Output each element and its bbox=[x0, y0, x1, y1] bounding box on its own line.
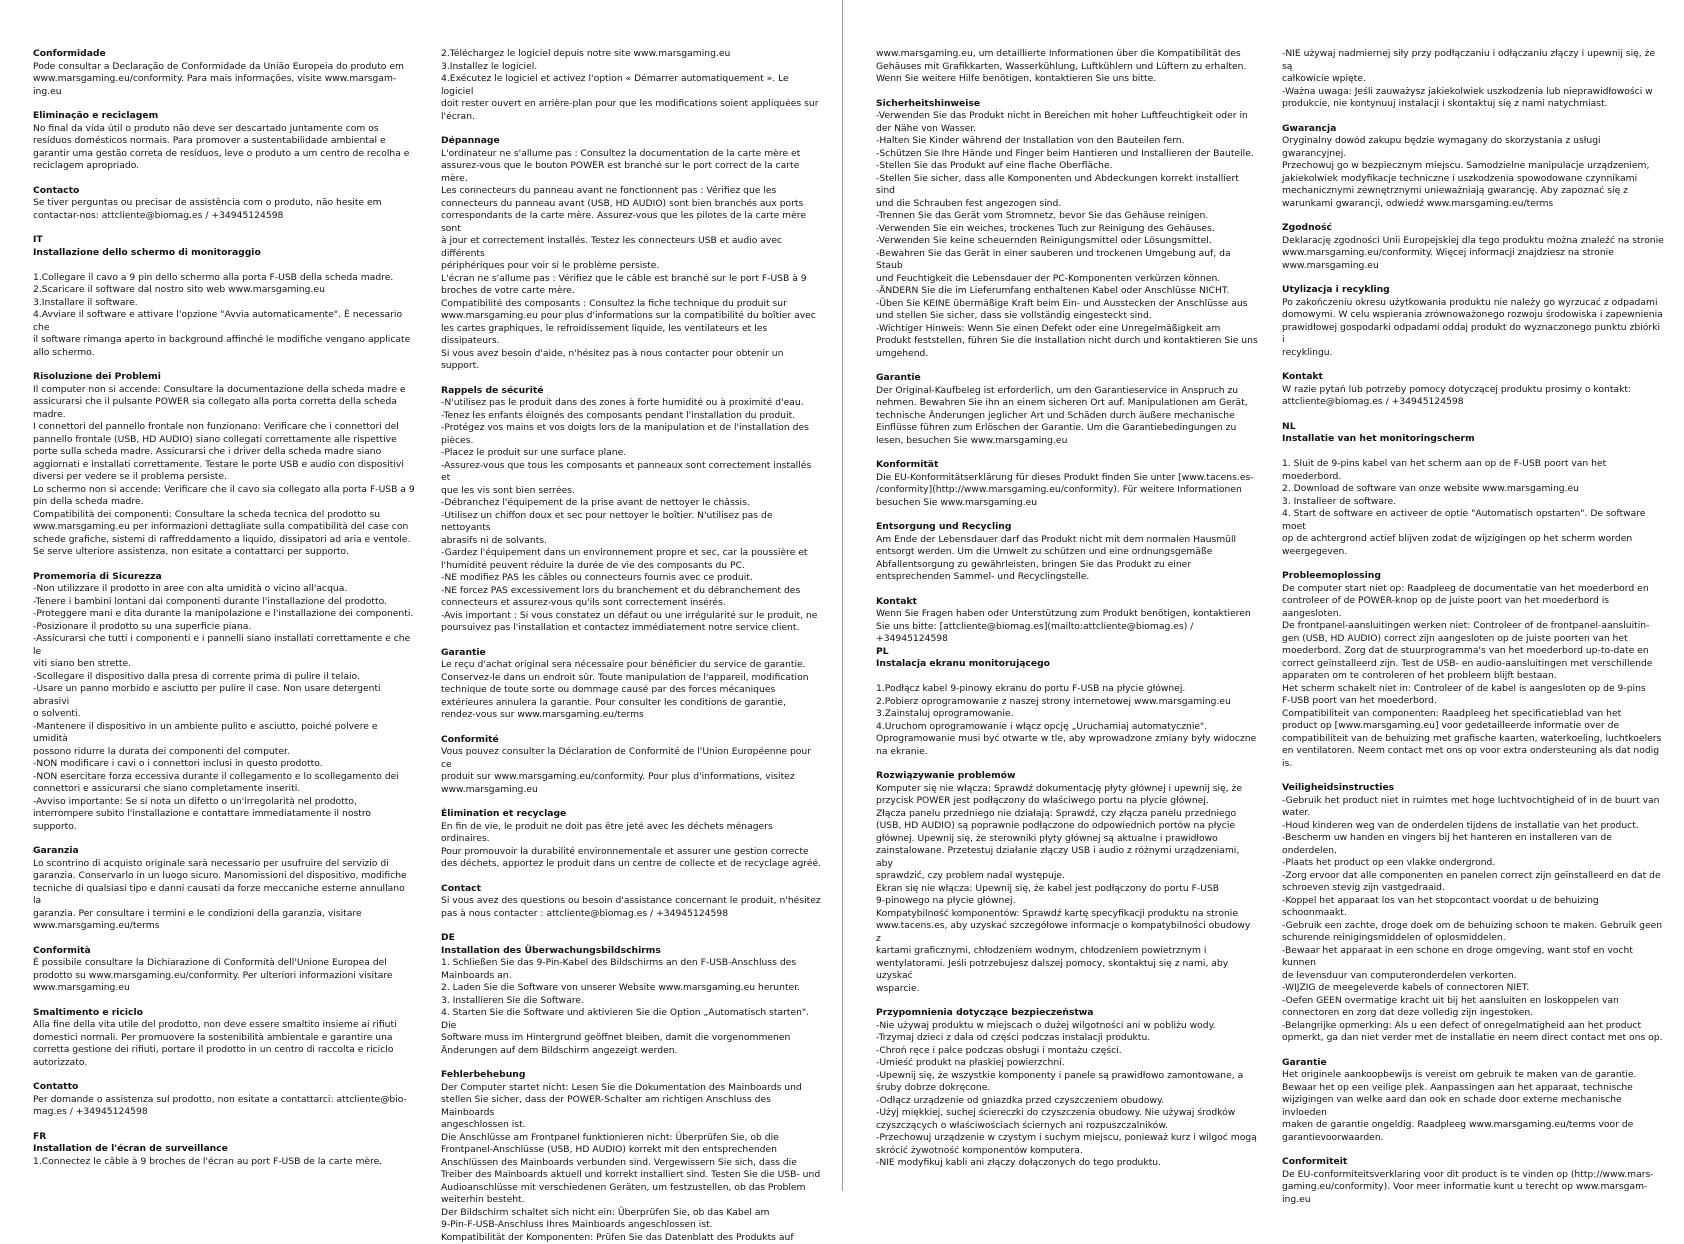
section-heading: Kontakt bbox=[1282, 371, 1664, 384]
section bbox=[1282, 48, 1664, 111]
section-heading: Zgodność bbox=[1282, 222, 1664, 235]
section-spacer bbox=[876, 360, 1258, 372]
section-heading: Promemoria di Sicurezza bbox=[33, 571, 415, 584]
right-page bbox=[842, 0, 1684, 1191]
section-spacer bbox=[441, 373, 823, 385]
section-heading: Risoluzione dei Problemi bbox=[33, 371, 415, 384]
section bbox=[1282, 1057, 1664, 1145]
section-spacer bbox=[876, 584, 1258, 596]
section-body: 1. Sluit de 9-pins kabel van het scherm aan op de F-USB poort van het moederbord. 2. Download de software van onze website www.marsgaming.eu 3. Installeer de software. 4. Start de software en activeer de optie "Automatisch opstarten". De software moet op de achtergrond actief blijven zodat de wijzigingen op het scherm worden weergegeven. bbox=[1282, 446, 1664, 559]
section-spacer bbox=[33, 833, 415, 845]
section bbox=[33, 1081, 415, 1119]
section-spacer bbox=[441, 1057, 823, 1069]
section-body: -Non utilizzare il prodotto in aree con alta umidità o vicino all'acqua. -Tenere i bambini lontani dai componenti durante l'installazione del prodotto. -Proteggere mani e dita durante la manipolazione e l'installazione dei componenti. -Posizionare il prodotto su una superficie piana. -Assicurarsi che tutti i componenti e i pannelli siano installati correttamente e che le viti siano ben strette. -Scollegare il dispositivo dalla presa di corrente prima di pulire il telaio. -Usare un panno morbido e asciutto per pulire il case. Non usare detergenti abrasivi o solventi. -Mantenere il dispositivo in un ambiente pulito e asciutto, poiché polvere e umidità possono ridurre la durata dei componenti del computer. -NON modificare i cavi o i connettori inclusi in questo prodotto. -NON esercitare forza eccessiva durante il collegamento e lo scollegamento dei connettori e assicurarsi che siano completamente inseriti. -Avviso importante: Se si nota un difetto o un'irregolarità nel prodotto, interrompere subito l'installazione e contattare immediatamente il nostro supporto. bbox=[33, 583, 415, 833]
section bbox=[1282, 284, 1664, 359]
section-spacer bbox=[441, 635, 823, 647]
section-spacer bbox=[876, 509, 1258, 521]
section-heading: Smaltimento e riciclo bbox=[33, 1007, 415, 1020]
section bbox=[876, 372, 1258, 447]
section-body: Het originele aankoopbewijs is vereist om gebruik te maken van de garantie. Bewaar het op een veilige plek. Aanpassingen aan het apparaat, technische wijzigingen van welke aard dan ook en schade door externe mechanische invloeden maken de garantie ongeldig. Raadpleeg www.marsgaming.eu/terms voor de garantievoorwaarden. bbox=[1282, 1069, 1664, 1144]
section-body: Il computer non si accende: Consultare la documentazione della scheda madre e assicurarsi che il pulsante POWER sia collegato alla porta corretta della scheda madre. I connettori del pannello frontale non funzionano: Verificare che i connettori del pannello frontale (USB, HD AUDIO) siano collegati correttamente alle rispettive porte sulla scheda madre. Assicurarsi che i driver della scheda madre siano aggiornati e installati correttamente. Testare le porte USB e audio con dispositivi diversi per vedere se il problema persiste. Lo schermo non si accende: Verificare che il cavo sia collegato alla porta F-USB a 9 pin della scheda madre. Compatibilità dei componenti: Consultare la scheda tecnica del prodotto su www.marsgaming.eu per informazioni dettagliate sulla compatibilità del case con schede grafiche, sistemi di raffreddamento a liquido, dissipatori ad aria e ventole. Se serve ulteriore assistenza, non esitate a contattarci per supporto. bbox=[33, 384, 415, 559]
section-spacer bbox=[441, 871, 823, 883]
section bbox=[876, 646, 1258, 759]
section-heading: Contatto bbox=[33, 1081, 415, 1094]
section-heading: Garantie bbox=[876, 372, 1258, 385]
section-spacer bbox=[33, 98, 415, 110]
section-spacer bbox=[876, 995, 1258, 1007]
section bbox=[1282, 123, 1664, 211]
section-heading: Przypomnienia dotyczące bezpieczeństwa bbox=[876, 1007, 1258, 1020]
section-body: Der Computer startet nicht: Lesen Sie die Dokumentation des Mainboards und stellen Sie sicher, dass der POWER-Schalter am richtigen Anschluss des Mainboards angeschlossen ist. Die Anschlüsse am Frontpanel funktionieren nicht: Überprüfen Sie, ob die Frontpanel-Anschlüsse (USB, HD AUDIO) korrekt mit den entsprechenden Anschlüssen des Mainboards verbunden sind. Vergewissern Sie sich, dass die Treiber des Mainboards aktuell und korrekt installiert sind. Testen Sie die USB- und Audioanschlüsse mit verschiedenen Geräten, um festzustellen, ob das Problem weiterhin besteht. Der Bildschirm schaltet sich nicht ein: Überprüfen Sie, ob das Kabel am 9-Pin-F-USB-Anschluss Ihres Mainboards angeschlossen ist. Kompatibilität der Komponenten: Prüfen Sie das Datenblatt des Produkts auf bbox=[441, 1082, 823, 1244]
section bbox=[33, 48, 415, 98]
section-heading: Installatie van het monitoringscherm bbox=[1282, 433, 1664, 446]
section-body: 1.Podłącz kabel 9-pinowy ekranu do portu F-USB na płycie głównej. 2.Pobierz oprogramowanie z naszej strony internetowej www.marsgaming.eu 3.Zainstaluj oprogramowanie. 4.Uruchom oprogramowanie i włącz opcję „Uruchamiaj automatycznie". Oprogramowanie musi być otwarte w tle, aby wprowadzone zmiany były widoczne na ekranie. bbox=[876, 671, 1258, 759]
section bbox=[33, 110, 415, 173]
section-body: Per domande o assistenza sul prodotto, non esitate a contattarci: attcliente@bio- mag.es / +34945124598 bbox=[33, 1094, 415, 1119]
section-heading: Contacto bbox=[33, 185, 415, 198]
section-heading: Kontakt bbox=[876, 596, 1258, 609]
section-body: -Gebruik het product niet in ruimtes met hoge luchtvochtigheid of in de buurt van water. -Houd kinderen weg van de onderdelen tijdens de installatie van het product. -Bescherm uw handen en vingers bij het hanteren en installeren van de onderdelen. -Plaats het product op een vlakke ondergrond. -Zorg ervoor dat alle componenten en panelen correct zijn geïnstalleerd en dat de schroeven stevig zijn vastgedraaid. -Koppel het apparaat los van het stopcontact voordat u de behuizing schoonmaakt. -Gebruik een zachte, droge doek om de behuizing schoon te maken. Gebruik geen schurende reinigingsmiddelen of oplosmiddelen. -Bewaar het apparaat in een schone en droge omgeving, want stof en vocht kunnen de levensduur van computeronderdelen verkorten. -WIJZIG de meegeleverde kabels of connectoren NIET. -Oefen GEEN overmatige kracht uit bij het aansluiten en loskoppelen van connectoren en zorg dat deze volledig zijn ingestoken. -Belangrijke opmerking: Als u een defect of onregelmatigheid aan het product opmerkt, ga dan niet verder met de installatie en neem direct contact met ons op. bbox=[1282, 795, 1664, 1045]
section bbox=[876, 521, 1258, 584]
section bbox=[33, 1131, 415, 1169]
section-spacer bbox=[441, 920, 823, 932]
section-body: Se tiver perguntas ou precisar de assistência com o produto, não hesite em contactar-nos: attcliente@biomag.es / +34945124598 bbox=[33, 197, 415, 222]
section-body: Le reçu d'achat original sera nécessaire pour bénéficier du service de garantie. Conservez-le dans un endroit sûr. Toute manipulation de l'appareil, modification technique de toute sorte ou dommage causé par des forces mécaniques extérieures annulera la garantie. Pour consulter les conditions de garantie, rendez-vous sur www.marsgaming.eu/terms bbox=[441, 659, 823, 722]
section-body: De computer start niet op: Raadpleeg de documentatie van het moederbord en controleer of de POWER-knop op de juiste poort van het moederbord is aangesloten. De frontpanel-aansluitingen werken niet: Controleer of de frontpanel-aansluitin- gen (USB, HD AUDIO) correct zijn aangesloten op de juiste poorten van het moederbord. Zorg dat de stuurprogramma's van het moederbord up-to-date en correct geïnstalleerd zijn. Test de USB- en audio-aansluitingen met verschillende apparaten om te controleren of het probleem blijft bestaan. Het scherm schakelt niet in: Controleer of de kabel is aangesloten op de 9-pins F-USB poort van het moederbord. Compatibiliteit van componenten: Raadpleeg het specificatieblad van het product op [www.marsgaming.eu] voor gedetailleerde informatie over de compatibiliteit van de behuizing met grafische kaarten, waterkoeling, luchtkoelers en ventilatoren. Neem contact met ons op voor extra ondersteuning als dat nodig is. bbox=[1282, 583, 1664, 771]
section-spacer bbox=[1282, 558, 1664, 570]
section-body: L'ordinateur ne s'allume pas : Consultez la documentation de la carte mère et assurez-vous que le bouton POWER est branché sur le port correct de la carte mère. Les connecteurs du panneau avant ne fonctionnent pas : Vérifiez que les connecteurs du panneau avant (USB, HD AUDIO) sont bien branchés aux ports correspondants de la carte mère. Assurez-vous que les pilotes de la carte mère sont à jour et correctement installés. Testez les connecteurs USB et audio avec différents périphériques pour voir si le problème persiste. L'écran ne s'allume pas : Vérifiez que le câble est branché sur le port F-USB à 9 broches de votre carte mère. Compatibilité des composants : Consultez la fiche technique du produit sur www.marsgaming.eu pour plus d'informations sur la compatibilité du boîtier avec les cartes graphiques, le refroidissement liquide, les ventilateurs et les dissipateurs. Si vous avez besoin d'aide, n'hésitez pas à nous contacter pour obtenir un support. bbox=[441, 148, 823, 373]
section-body: W razie pytań lub potrzeby pomocy dotyczącej produktu prosimy o kontakt: attcliente@biomag.es / +34945124598 bbox=[1282, 384, 1664, 409]
section bbox=[441, 48, 823, 123]
section-heading: Conformidade bbox=[33, 48, 415, 61]
section bbox=[876, 98, 1258, 361]
section bbox=[1282, 371, 1664, 409]
column-3 bbox=[876, 48, 1258, 1170]
section-body: No final da vida útil o produto não deve ser descartado juntamente com os resíduos domésticos normais. Para promover a sustentabilidade ambiental e garantir uma gestão correta de resíduos, leve o produto a um centro de recolha e reciclagem apropriado. bbox=[33, 123, 415, 173]
section-body: Lo scontrino di acquisto originale sarà necessario per usufruire del servizio di garanzia. Conservarlo in un luogo sicuro. Manomissioni del dispositivo, modifiche tecniche di qualsiasi tipo e danni causati da forze meccaniche esterne annullano la garanzia. Per consultare i termini e le condizioni della garanzia, visitare www.marsgaming.eu/terms bbox=[33, 858, 415, 933]
section-spacer bbox=[1282, 1144, 1664, 1156]
section-spacer bbox=[1282, 210, 1664, 222]
section bbox=[33, 185, 415, 223]
section-heading: Eliminação e reciclagem bbox=[33, 110, 415, 123]
section-body: 1.Collegare il cavo a 9 pin dello schermo alla porta F-USB della scheda madre. 2.Scaricare il software dal nostro sito web www.marsgaming.eu 3.Installare il software. 4.Avviare il software e attivare l'opzione "Avvia automaticamente". È necessario che il software rimanga aperto in background affinché le modifiche vengano applicate allo schermo. bbox=[33, 259, 415, 359]
section-body: Deklarację zgodności Unii Europejskiej dla tego produktu można znaleźć na stronie www.marsgaming.eu/conformity. Więcej informacji znajdziesz na stronie www.marsgaming.eu bbox=[1282, 235, 1664, 273]
section-body: Der Original-Kaufbeleg ist erforderlich, um den Garantieservice in Anspruch zu nehmen. Bewahren Sie ihn an einem sicheren Ort auf. Manipulationen am Gerät, technische Änderungen jeglicher Art und Schäden durch äußere mechanische Einflüsse führen zum Erlöschen der Garantie. Um die Garantiebedingungen zu lesen, besuchen Sie www.marsgaming.eu bbox=[876, 385, 1258, 448]
section-heading: Élimination et recyclage bbox=[441, 808, 823, 821]
section bbox=[33, 571, 415, 834]
section bbox=[33, 371, 415, 559]
section bbox=[876, 48, 1258, 86]
section-spacer bbox=[1282, 272, 1664, 284]
section-spacer bbox=[876, 86, 1258, 98]
section bbox=[33, 845, 415, 933]
section-body: Die EU-Konformitätserklärung für dieses Produkt finden Sie unter [www.tacens.es- /conformity](http://www.marsgaming.eu/conformity). Für weitere Informationen besuchen Sie www.marsgaming.eu bbox=[876, 472, 1258, 510]
section bbox=[33, 1007, 415, 1070]
section bbox=[33, 234, 415, 359]
section-body: 1.Connectez le câble à 9 broches de l'écran au port F-USB de la carte mère. bbox=[33, 1156, 415, 1169]
section-heading: Sicherheitshinweise bbox=[876, 98, 1258, 111]
section bbox=[1282, 1156, 1664, 1206]
section-body: 2.Téléchargez le logiciel depuis notre site www.marsgaming.eu 3.Installez le logiciel. 4.Exécutez le logiciel et activez l'option « Démarrer automatiquement ». Le logiciel doit rester ouvert en arrière-plan pour que les modifications soient appliquées sur l'écran. bbox=[441, 48, 823, 123]
section-spacer bbox=[441, 123, 823, 135]
section-heading: Garanzia bbox=[33, 845, 415, 858]
section-spacer bbox=[876, 447, 1258, 459]
section-heading: Instalacja ekranu monitorującego bbox=[876, 658, 1258, 671]
column-1 bbox=[33, 48, 415, 1168]
section-body: Alla fine della vita utile del prodotto, non deve essere smaltito insieme ai rifiuti domestici normali. Per promuovere la sostenibilità ambientale e garantire una corretta gestione dei rifiuti, portare il prodotto in un centro di raccolta e riciclo autorizzato. bbox=[33, 1019, 415, 1069]
column-4 bbox=[1282, 48, 1664, 1206]
section bbox=[33, 945, 415, 995]
section-spacer bbox=[876, 758, 1258, 770]
column-2 bbox=[441, 48, 823, 1244]
section-body: -N'utilisez pas le produit dans des zones à forte humidité ou à proximité d'eau. -Tenez les enfants éloignés des composants pendant l'installation du produit. -Protégez vos mains et vos doigts lors de la manipulation et de l'installation des pièces. -Placez le produit sur une surface plane. -Assurez-vous que tous les composants et panneaux sont correctement installés et que les vis sont bien serrées. -Débranchez l'équipement de la prise avant de nettoyer le châssis. -Utilisez un chiffon doux et sec pour nettoyer le boîtier. N'utilisez pas de nettoyants abrasifs ni de solvants. -Gardez l'équipement dans un environnement propre et sec, car la poussière et l'humidité peuvent réduire la durée de vie des composants du PC. -NE modifiez PAS les câbles ou connecteurs fournis avec ce produit. -NE forcez PAS excessivement lors du branchement et du débranchement des connecteurs et assurez-vous qu'ils sont correctement insérés. -Avis important : Si vous constatez un défaut ou une irrégularité sur le produit, ne poursuivez pas l'installation et contactez immédiatement notre service client. bbox=[441, 397, 823, 635]
section-body: www.marsgaming.eu, um detaillierte Informationen über die Kompatibilität des Gehäuses mit Grafikkarten, Wasserkühlung, Luftkühlern und Lüftern zu erhalten. Wenn Sie weitere Hilfe benötigen, kontaktieren Sie uns bitte. bbox=[876, 48, 1258, 86]
section-spacer bbox=[33, 1119, 415, 1131]
section bbox=[441, 808, 823, 871]
section-body: Komputer się nie włącza: Sprawdź dokumentację płyty głównej i upewnij się, że przycisk POWER jest podłączony do właściwego portu na płycie głównej. Złącza panelu przedniego nie działają: Sprawdź, czy złącza panelu przedniego (USB, HD AUDIO) są poprawnie podłączone do odpowiednich portów na płycie głównej. Upewnij się, że sterowniki płyty głównej są aktualne i prawidłowo zainstalowane. Przetestuj działanie złączy USB i audio z różnymi urządzeniami, aby sprawdzić, czy problem nadal występuje. Ekran się nie włącza: Upewnij się, że kabel jest podłączony do portu F-USB 9-pinowego na płycie głównej. Kompatybilność komponentów: Sprawdź kartę specyfikacji produktu na stronie www.tacens.es, aby uzyskać szczegółowe informacje o kompatybilności obudowy z kartami graficznymi, chłodzeniem wodnym, chłodzeniem powietrznym i wentylatorami. Jeśli potrzebujesz dalszej pomocy, skontaktuj się z nami, aby uzyskać wsparcie. bbox=[876, 783, 1258, 996]
section bbox=[441, 883, 823, 921]
section-spacer bbox=[441, 722, 823, 734]
section-body: Si vous avez des questions ou besoin d'assistance concernant le produit, n'hésitez pas à nous contacter : attcliente@biomag.es / +34945124598 bbox=[441, 895, 823, 920]
section-heading: Dépannage bbox=[441, 135, 823, 148]
section-heading: Installation des Überwachungsbildschirms bbox=[441, 945, 823, 958]
section-body: En fin de vie, le produit ne doit pas être jeté avec les déchets ménagers ordinaires. Pour promouvoir la durabilité environnementale et assurer une gestion correcte des déchets, apportez le produit dans un centre de collecte et de recyclage agréé. bbox=[441, 821, 823, 871]
section-spacer bbox=[33, 559, 415, 571]
section bbox=[876, 1007, 1258, 1170]
section bbox=[441, 135, 823, 373]
section-body: Am Ende der Lebensdauer darf das Produkt nicht mit dem normalen Hausmüll entsorgt werden. Um die Umwelt zu schützen und eine ordnungsgemäße Abfallentsorgung zu gewährleisten, bringen Sie das Produkt zu einer entsprechenden Sammel- und Recyclingstelle. bbox=[876, 534, 1258, 584]
section-heading: Konformität bbox=[876, 459, 1258, 472]
language-code: IT bbox=[33, 234, 415, 247]
section-spacer bbox=[1282, 359, 1664, 371]
section-spacer bbox=[33, 995, 415, 1007]
section-body: È possibile consultare la Dichiarazione di Conformità dell'Unione Europea del prodotto su www.marsgaming.eu/conformity. Per ulteriori informazioni visitare www.marsgaming.eu bbox=[33, 957, 415, 995]
section-body: Pode consultar a Declaração de Conformidade da União Europeia do produto em www.marsgaming.eu/conformity. Para mais informações, visite www.marsgam- ing.eu bbox=[33, 61, 415, 99]
section bbox=[1282, 570, 1664, 770]
section-body: Po zakończeniu okresu użytkowania produktu nie należy go wyrzucać z odpadami domowymi. W celu wspierania zrównoważonego rozwoju środowiska i zapewnienia prawidłowej gospodarki odpadami oddaj produkt do wyznaczonego punktu zbiórki i recyklingu. bbox=[1282, 297, 1664, 360]
section-body: Oryginalny dowód zakupu będzie wymagany do skorzystania z usługi gwarancyjnej. Przechowuj go w bezpiecznym miejscu. Samodzielne manipulacje urządzeniem, jakiekolwiek modyfikacje techniczne i uszkodzenia spowodowane czynnikami mechanicznymi zewnętrznymi unieważniają gwarancję. Aby zapoznać się z warunkami gwarancji, odwiedź www.marsgaming.eu/terms bbox=[1282, 135, 1664, 210]
section bbox=[441, 1069, 823, 1244]
section-spacer bbox=[1282, 409, 1664, 421]
language-code: PL bbox=[876, 646, 1258, 659]
section-heading: Conformité bbox=[441, 734, 823, 747]
section-body: Wenn Sie Fragen haben oder Unterstützung zum Produkt benötigen, kontaktieren Sie uns bitte: [attcliente@biomag.es](mailto:attcliente@biomag.es) / +34945124598 bbox=[876, 608, 1258, 646]
section-heading: Conformiteit bbox=[1282, 1156, 1664, 1169]
section-heading: Conformità bbox=[33, 945, 415, 958]
section-heading: Contact bbox=[441, 883, 823, 896]
section-body: 1. Schließen Sie das 9-Pin-Kabel des Bildschirms an den F-USB-Anschluss des Mainboards an. 2. Laden Sie die Software von unserer Website www.marsgaming.eu herunter. 3. Installieren Sie die Software. 4. Starten Sie die Software und aktivieren Sie die Option „Automatisch starten". Die Software muss im Hintergrund geöffnet bleiben, damit die vorgenommenen Änderungen auf dem Bildschirm angezeigt werden. bbox=[441, 957, 823, 1057]
section-body: -NIE używaj nadmiernej siły przy podłączaniu i odłączaniu złączy i upewnij się, że są całkowicie wpięte. -Ważna uwaga: Jeśli zauważysz jakiekolwiek uszkodzenia lub nieprawidłowości w produkcie, nie kontynuuj instalacji i skontaktuj się z nami natychmiast. bbox=[1282, 48, 1664, 111]
language-code: FR bbox=[33, 1131, 415, 1144]
section-spacer bbox=[1282, 770, 1664, 782]
section-spacer bbox=[33, 222, 415, 234]
section bbox=[1282, 222, 1664, 272]
section bbox=[876, 770, 1258, 995]
section bbox=[441, 647, 823, 722]
section-heading: Fehlerbehebung bbox=[441, 1069, 823, 1082]
section bbox=[1282, 782, 1664, 1045]
section-body: -Nie używaj produktu w miejscach o dużej wilgotności ani w pobliżu wody. -Trzymaj dzieci z dala od części podczas instalacji produktu. -Chroń ręce i palce podczas obsługi i montażu części. -Umieść produkt na płaskiej powierzchni. -Upewnij się, że wszystkie komponenty i panele są prawidłowo zamontowane, a śruby dobrze dokręcone. -Odłącz urządzenie od gniazdka przed czyszczeniem obudowy. -Użyj miękkiej, suchej ściereczki do czyszczenia obudowy. Nie używaj środków czyszczących o właściwościach ściernych ani rozpuszczalników. -Przechowuj urządzenie w czystym i suchym miejscu, ponieważ kurz i wilgoć mogą skrócić żywotność komponentów komputera. -NIE modyfikuj kabli ani złączy dołączonych do tego produktu. bbox=[876, 1020, 1258, 1170]
section-heading: Installazione dello schermo di monitoraggio bbox=[33, 247, 415, 260]
section-spacer bbox=[33, 933, 415, 945]
section-heading: Veiligheidsinstructies bbox=[1282, 782, 1664, 795]
section bbox=[876, 459, 1258, 509]
section-heading: Garantie bbox=[1282, 1057, 1664, 1070]
section-heading: Probleemoplossing bbox=[1282, 570, 1664, 583]
section-spacer bbox=[33, 359, 415, 371]
language-code: DE bbox=[441, 932, 823, 945]
section-spacer bbox=[33, 1069, 415, 1081]
section-heading: Rozwiązywanie problemów bbox=[876, 770, 1258, 783]
section-heading: Rappels de sécurité bbox=[441, 385, 823, 398]
section-spacer bbox=[441, 796, 823, 808]
section-heading: Gwarancja bbox=[1282, 123, 1664, 136]
section-body: -Verwenden Sie das Produkt nicht in Bereichen mit hoher Luftfeuchtigkeit oder in der Nähe von Wasser. -Halten Sie Kinder während der Installation von den Bauteilen fern. -Schützen Sie Ihre Hände und Finger beim Hantieren und Installieren der Bauteile. -Stellen Sie das Produkt auf eine flache Oberfläche. -Stellen Sie sicher, dass alle Komponenten und Abdeckungen korrekt installiert sind und die Schrauben fest angezogen sind. -Trennen Sie das Gerät vom Stromnetz, bevor Sie das Gehäuse reinigen. -Verwenden Sie ein weiches, trockenes Tuch zur Reinigung des Gehäuses. -Verwenden Sie keine scheuernden Reinigungsmittel oder Lösungsmittel. -Bewahren Sie das Gerät in einer sauberen und trockenen Umgebung auf, da Staub und Feuchtigkeit die Lebensdauer der PC-Komponenten verkürzen können. -ÄNDERN Sie die im Lieferumfang enthaltenen Kabel oder Anschlüsse NICHT. -Üben Sie KEINE übermäßige Kraft beim Ein- und Ausstecken der Anschlüsse aus und stellen Sie sicher, dass sie vollständig eingesteckt sind. -Wichtiger Hinweis: Wenn Sie einen Defekt oder eine Unregelmäßigkeit am Produkt feststellen, führen Sie die Installation nicht durch und kontaktieren Sie uns umgehend. bbox=[876, 110, 1258, 360]
section-spacer bbox=[1282, 1045, 1664, 1057]
section bbox=[1282, 421, 1664, 559]
section-heading: Garantie bbox=[441, 647, 823, 660]
section-spacer bbox=[33, 173, 415, 185]
section bbox=[876, 596, 1258, 646]
section bbox=[441, 734, 823, 797]
section-heading: Installation de l'écran de surveillance bbox=[33, 1143, 415, 1156]
section-spacer bbox=[1282, 111, 1664, 123]
section-heading: Entsorgung und Recycling bbox=[876, 521, 1258, 534]
section bbox=[441, 932, 823, 1057]
section bbox=[441, 385, 823, 635]
left-page bbox=[0, 0, 842, 1191]
section-body: Vous pouvez consulter la Déclaration de Conformité de l'Union Européenne pour ce produit sur www.marsgaming.eu/conformity. Pour plus d'informations, visitez www.marsgaming.eu bbox=[441, 746, 823, 796]
section-body: De EU-conformiteitsverklaring voor dit product is te vinden op (http://www.mars- gaming.eu/conformity). Voor meer informatie kunt u terecht op www.marsgam- ing.eu bbox=[1282, 1169, 1664, 1207]
section-heading: Utylizacja i recykling bbox=[1282, 284, 1664, 297]
language-code: NL bbox=[1282, 421, 1664, 434]
